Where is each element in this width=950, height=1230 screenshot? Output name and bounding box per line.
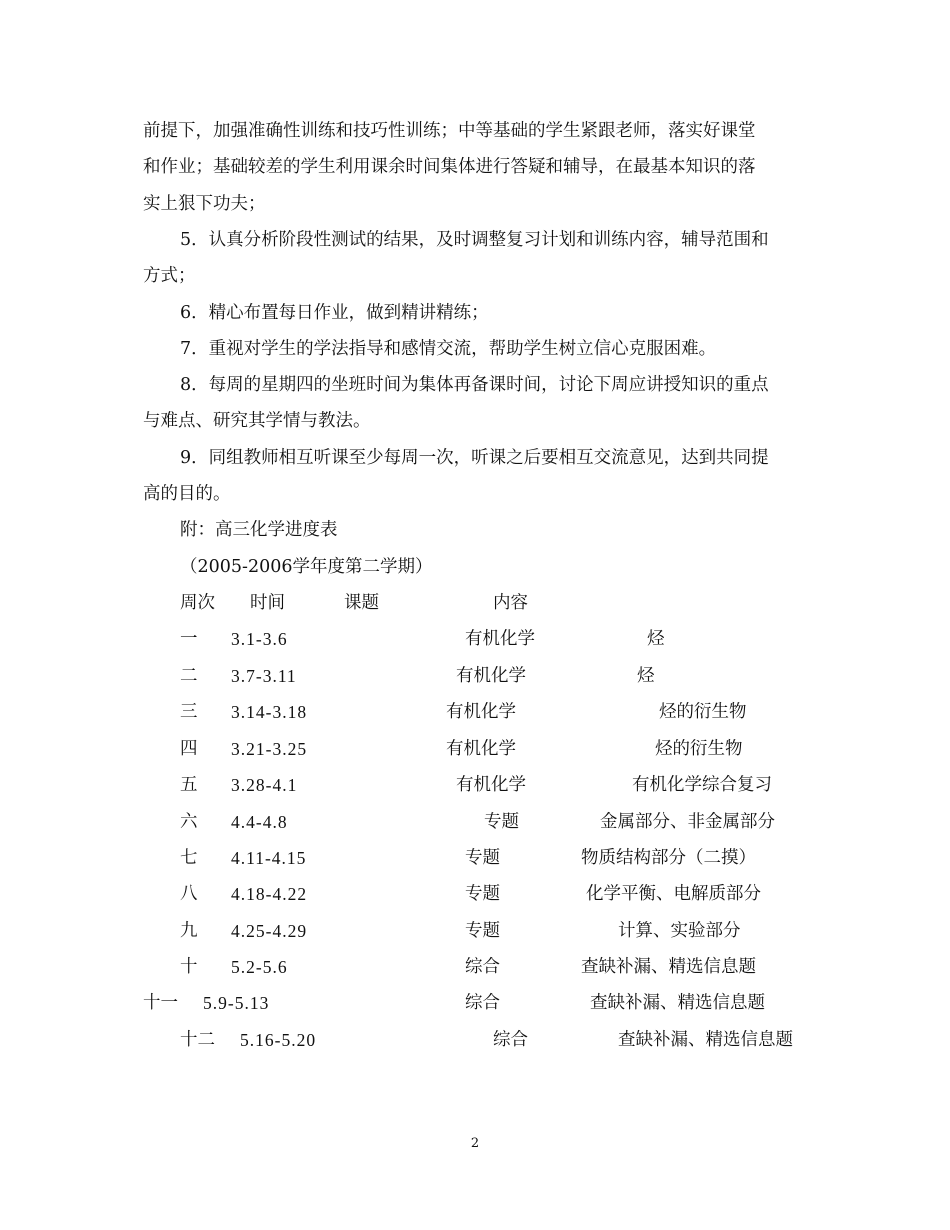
paragraph-line: 前提下，加强准确性训练和技巧性训练；中等基础的学生紧跟老师，落实好课堂 bbox=[143, 121, 756, 141]
header-topic: 课题 bbox=[344, 593, 379, 613]
paragraph-line: 和作业；基础较差的学生利用课余时间集体进行答疑和辅导，在最基本知识的落 bbox=[143, 157, 756, 177]
header-content: 内容 bbox=[493, 593, 528, 613]
cell-time: 3.14-3.18 bbox=[231, 702, 308, 722]
header-time: 时间 bbox=[250, 593, 285, 613]
paragraph-line: 与难点、研究其学情与教法。 bbox=[143, 411, 371, 431]
cell-time: 3.28-4.1 bbox=[231, 775, 298, 795]
cell-content: 物质结构部分（二摸） bbox=[581, 848, 756, 868]
cell-topic: 综合 bbox=[465, 957, 500, 977]
cell-topic: 有机化学 bbox=[456, 666, 526, 686]
cell-week: 十一 bbox=[143, 993, 178, 1013]
cell-topic: 专题 bbox=[465, 921, 500, 941]
cell-week: 九 bbox=[180, 921, 198, 941]
cell-time: 5.2-5.6 bbox=[231, 957, 288, 977]
cell-week: 六 bbox=[180, 812, 198, 832]
cell-topic: 专题 bbox=[465, 848, 500, 868]
cell-time: 3.1-3.6 bbox=[231, 629, 288, 649]
cell-week: 四 bbox=[180, 739, 198, 759]
cell-content: 化学平衡、电解质部分 bbox=[586, 884, 761, 904]
semester-subtitle: （2005-2006学年度第二学期） bbox=[180, 557, 433, 577]
header-week: 周次 bbox=[180, 593, 215, 613]
cell-topic: 有机化学 bbox=[465, 629, 535, 649]
cell-time: 3.7-3.11 bbox=[231, 666, 297, 686]
cell-week: 二 bbox=[180, 666, 198, 686]
cell-content: 查缺补漏、精选信息题 bbox=[618, 1030, 793, 1050]
cell-topic: 综合 bbox=[493, 1030, 528, 1050]
cell-week: 五 bbox=[180, 775, 198, 795]
paragraph-line: 9．同组教师相互听课至少每周一次，听课之后要相互交流意见，达到共同提 bbox=[180, 448, 769, 468]
cell-content: 查缺补漏、精选信息题 bbox=[590, 993, 765, 1013]
paragraph-line: 高的目的。 bbox=[143, 484, 231, 504]
cell-content: 烃 bbox=[647, 629, 665, 649]
cell-content: 烃的衍生物 bbox=[659, 702, 747, 722]
cell-content: 有机化学综合复习 bbox=[632, 775, 772, 795]
cell-topic: 有机化学 bbox=[456, 775, 526, 795]
paragraph-line: 实上狠下功夫； bbox=[143, 194, 266, 214]
cell-content: 计算、实验部分 bbox=[618, 921, 741, 941]
cell-week: 七 bbox=[180, 848, 198, 868]
paragraph-line: 5．认真分析阶段性测试的结果，及时调整复习计划和训练内容，辅导范围和 bbox=[180, 230, 769, 250]
cell-time: 4.25-4.29 bbox=[231, 921, 308, 941]
cell-time: 4.4-4.8 bbox=[231, 812, 288, 832]
cell-topic: 专题 bbox=[484, 812, 519, 832]
cell-week: 一 bbox=[180, 629, 198, 649]
cell-time: 3.21-3.25 bbox=[231, 739, 308, 759]
cell-week: 十二 bbox=[180, 1030, 215, 1050]
cell-time: 4.11-4.15 bbox=[231, 848, 307, 868]
page-number: 2 bbox=[470, 1136, 480, 1151]
cell-content: 金属部分、非金属部分 bbox=[600, 812, 775, 832]
cell-topic: 有机化学 bbox=[446, 702, 516, 722]
cell-topic: 专题 bbox=[465, 884, 500, 904]
paragraph-line: 7．重视对学生的学法指导和感情交流，帮助学生树立信心克服困难。 bbox=[180, 339, 717, 359]
paragraph-line: 8．每周的星期四的坐班时间为集体再备课时间，讨论下周应讲授知识的重点 bbox=[180, 375, 769, 395]
cell-topic: 综合 bbox=[465, 993, 500, 1013]
cell-week: 三 bbox=[180, 702, 198, 722]
cell-week: 八 bbox=[180, 884, 198, 904]
cell-content: 查缺补漏、精选信息题 bbox=[581, 957, 756, 977]
cell-topic: 有机化学 bbox=[446, 739, 516, 759]
appendix-title: 附：高三化学进度表 bbox=[180, 520, 338, 540]
paragraph-line: 方式； bbox=[143, 266, 196, 286]
paragraph-line: 6．精心布置每日作业，做到精讲精练； bbox=[180, 303, 489, 323]
cell-week: 十 bbox=[180, 957, 198, 977]
cell-time: 5.9-5.13 bbox=[203, 993, 270, 1013]
cell-content: 烃 bbox=[637, 666, 655, 686]
cell-time: 5.16-5.20 bbox=[240, 1030, 317, 1050]
cell-time: 4.18-4.22 bbox=[231, 884, 308, 904]
cell-content: 烃的衍生物 bbox=[655, 739, 743, 759]
